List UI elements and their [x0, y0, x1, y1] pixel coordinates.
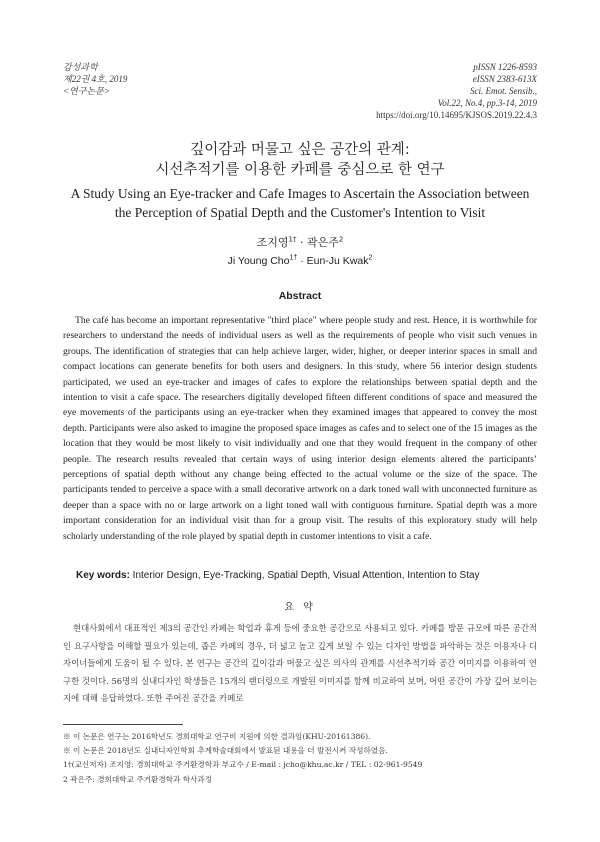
keywords: [76, 569, 536, 583]
eissn: eISSN 2383-613X: [472, 74, 537, 84]
title-en-line2: the Perception of Spatial Depth and the Customer's Intention to Visit: [114, 205, 486, 220]
author1-en: Ji Young Cho: [227, 255, 290, 267]
author2-ko: 곽은주: [307, 236, 339, 249]
footnote-divider: [63, 724, 183, 725]
author-separator: ·: [296, 236, 307, 249]
journal-header-right: [376, 61, 537, 121]
doi-link[interactable]: https://doi.org/10.14695/KJSOS.2019.22.4.3: [376, 110, 537, 120]
keywords-label: Key words:: [76, 570, 130, 581]
title-ko-line1: 깊이감과 머물고 싶은 공간의 관계:: [190, 142, 410, 158]
journal-abbrev: Sci. Emot. Sensib.,: [470, 86, 537, 96]
abstract-heading: Abstract: [278, 290, 322, 302]
pissn: pISSN 1226-8593: [473, 62, 537, 72]
journal-volume-en: Vol.22, No.4, pp.3-14, 2019: [437, 98, 537, 108]
author-separator-en: ·: [297, 255, 307, 267]
footnote-conference: ※ 이 논문은 2018년도 실내디자인학회 추계학술대회에서 발표된 내용을 더 발전시켜 작성하였음.: [63, 746, 388, 756]
journal-volume-ko: 제22권 4호, 2019: [63, 74, 128, 84]
author1-ko: 조지영: [256, 236, 289, 249]
author1-en-mark: 1†: [289, 254, 298, 262]
yoyak-text: 현대사회에서 대표적인 제3의 공간인 카페는 학업과 휴게 등에 중요한 공간으로 사용되고 있다. 카페를 방문 규모에 따른 공간적인 요구사항을 이해할 필요가 있는데, 좁은 카페의 경우, 더 넓고 높고 깊게 보일 수 있는 디자인 방법을 파악하는 것은 이용자나 디자이너들에게 도움이 될 수 있다. 본 연구는 공간의 깊이감과 머물고 싶은 의사의 관계를 시선추적기와 공간 이미지를 이용하여 연구한 것이다. 56명의 실내디자인 학생들은 15개의 랜더링으로 개발된 이미지를 함께 비교하여 보며, 어떤 공간이 가장 깊어 보이는지에 대해 응답하였다. 또한 주어진 공간을 카페로: [63, 623, 537, 704]
author2-en: Eun-Ju Kwak: [306, 255, 369, 267]
journal-name-ko: 감성과학: [63, 62, 98, 72]
authors-en: [0, 254, 600, 268]
title-ko-line2: 시선추적기를 이용한 카페를 중심으로 한 연구: [155, 162, 445, 178]
yoyak-heading: 요 약: [284, 602, 316, 613]
title-en-line1: A Study Using an Eye-tracker and Cafe Images to Ascertain the Association between: [70, 186, 530, 201]
footnote-funding: ※ 이 논문은 연구는 2016학년도 경희대학교 연구비 지원에 의한 결과임(KHU-20161386).: [63, 732, 371, 741]
abstract-text: The café has become an important representative "third place" where people study and rest. Hence, it is worthwhile for researchers to understand the needs of individual users as well as the requirements of people who visit such venues in groups. The identification of strategies that can help achieve larger, wider, higher, or deeper interior spaces in small and compact locations can generate benefits for both users and designers. In this study, where 56 interior design students participated, we used an eye-tracker and images of cafes to explore the relationships between spatial depth and the intention to visit a cafe space. The researchers digitally developed fifteen different conditions of space and measured the eye movements of the participants using an eye-tracker when they examined images that appeared to convey the most depth. Participants were also asked to imagine the proposed space images as cafes and to select one of the 15 images as the location that they would be most likely to visit individually and one that they would frequent in the company of other people. The research results revealed that certain ways of using interior design elements altered the participants’ perceptions of spatial depth without any change being effected to the actual volume or the size of the space. The participants tended to perceive a space with a small decorative artwork on a dark toned wall with unconnected furniture as deeper than a space with no or large artwork on a light toned wall with contiguous furniture. Spatial depth was a more important consideration for an individual visit than for a group visit. The results of this exploratory study will help scholarly understanding of the role played by spatial depth in customer intentions to visit a cafe.: [63, 315, 537, 542]
article-type-ko: <연구논문>: [63, 86, 110, 96]
journal-header-left: [63, 61, 127, 97]
author2-en-mark: 2: [368, 254, 373, 262]
keywords-text: Interior Design, Eye-Tracking, Spatial Depth, Visual Attention, Intention to Stay: [129, 570, 480, 581]
footnotes: [63, 730, 537, 787]
footnote-second-author: 2 곽은주: 경희대학교 주거환경학과 학사과정: [63, 774, 213, 784]
footnote-corresponding-author: 1†(교신저자) 조지영: 경희대학교 주거환경학과 부교수 / E-mail : jcho@khu.ac.kr / TEL : 02-961-9549: [63, 760, 423, 770]
authors-ko: [0, 236, 600, 250]
author1-ko-mark: 1†: [288, 235, 297, 244]
author2-ko-mark: 2: [338, 235, 344, 244]
